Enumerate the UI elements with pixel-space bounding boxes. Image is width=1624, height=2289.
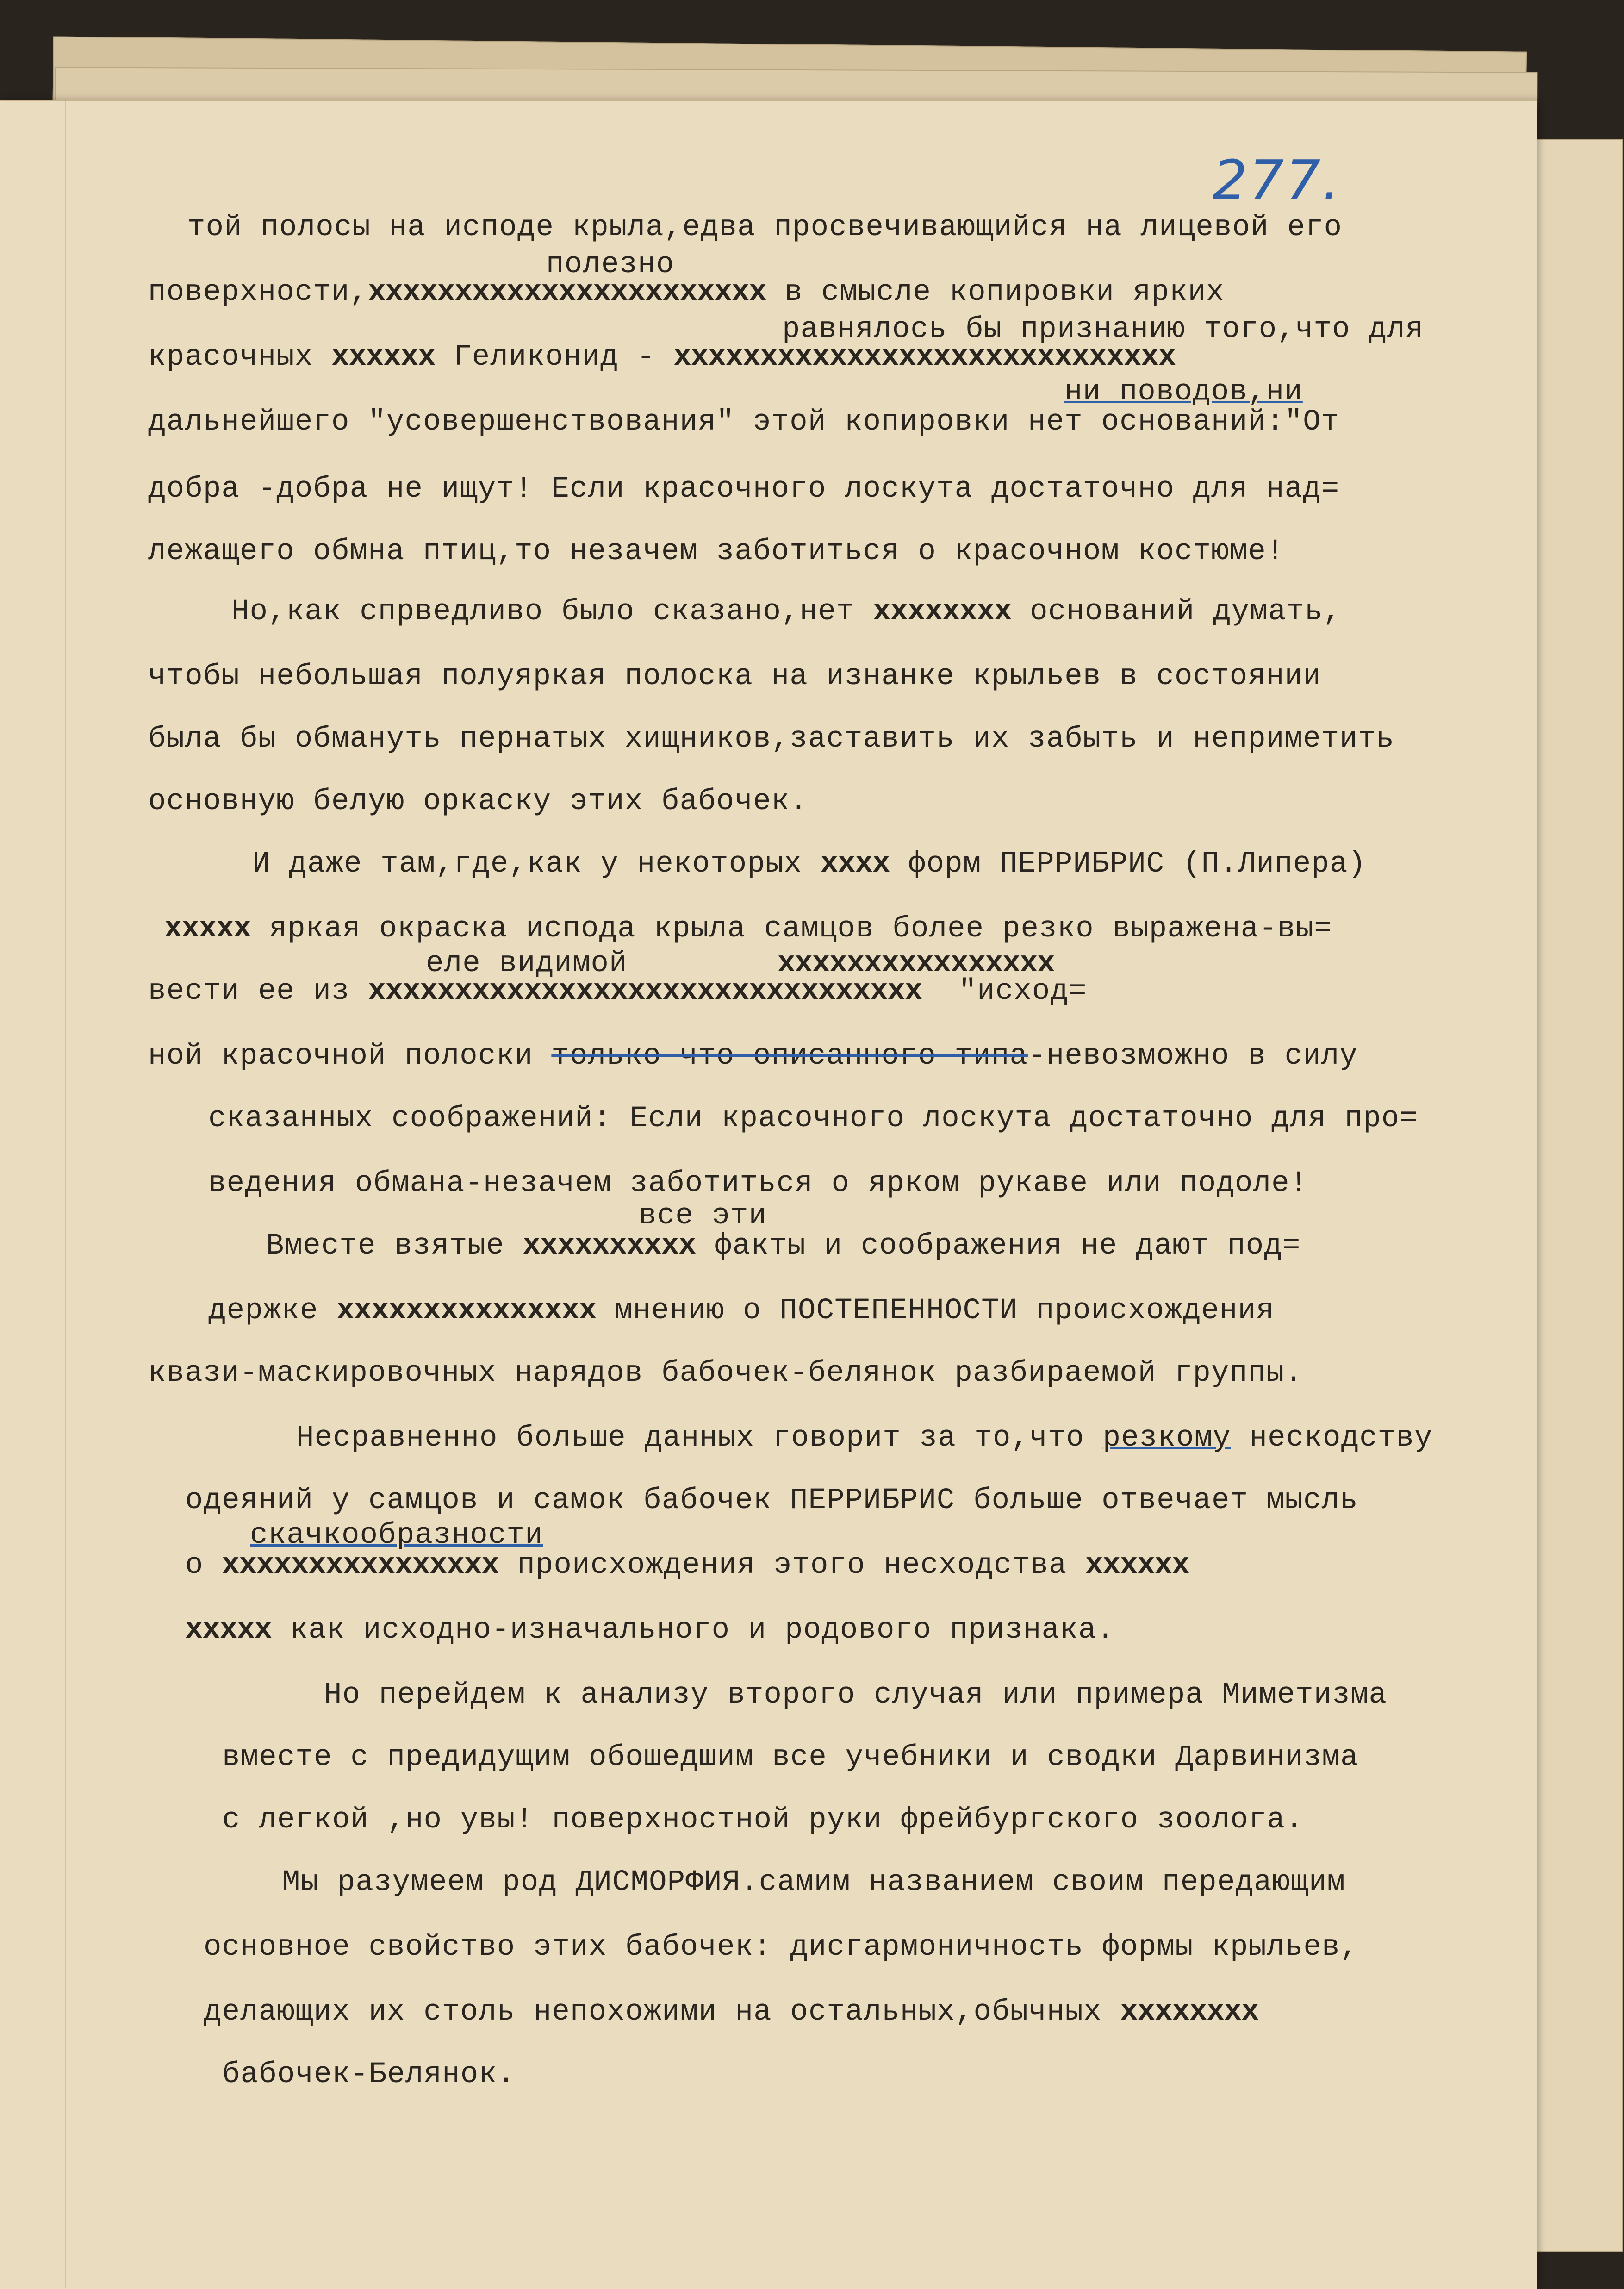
insertion-note: равнялось бы признанию того,что для xyxy=(782,313,1424,346)
text-line: держке ххххххххххххххх мнению о ПОСТЕПЕННОСТИ происхождения xyxy=(208,1294,1275,1328)
insertion-note: все эти xyxy=(639,1199,767,1233)
page-fold xyxy=(65,100,66,2288)
text-line: бабочек-Белянок. xyxy=(222,2058,516,2091)
text-line: одеяний у самцов и самок бабочек ПЕРРИБРИС больше отвечает мысль xyxy=(185,1484,1358,1517)
text-line: поверхности,ххххххххххххххххххххххх в смысле копировки ярких xyxy=(148,276,1225,309)
text-line: сказанных соображений: Если красочного лоскута достаточно для про= xyxy=(208,1102,1419,1135)
text-line: добра -добра не ищут! Если красочного лоскута достаточно для над= xyxy=(148,473,1340,506)
text-line: о хххххххххххххххх происхождения этого несходства хххххх xyxy=(185,1549,1189,1582)
insertion-note: полезно xyxy=(546,248,675,281)
text-line: Но,как спрведливо было сказано,нет хххххххх оснований думать, xyxy=(231,595,1342,629)
text-line: квази-маскировочных нарядов бабочек-белянок разбираемой группы. xyxy=(148,1357,1303,1390)
handwritten-insertion: скачкообразности xyxy=(250,1519,543,1552)
text-line: ххххх как исходно-изначального и родового признака. xyxy=(185,1614,1115,1647)
crossed-insertion: хххххххххххххххх xyxy=(778,947,1055,980)
insertion-note: еле видимой xyxy=(426,947,628,980)
text-line: ной красочной полоски только что описанного типа-невозможно в силу xyxy=(148,1040,1358,1073)
text-line: ведения обмана-незачем заботиться о ярком рукаве или подоле! xyxy=(208,1167,1308,1200)
text-line: дальнейшего "усовершенствования" этой копировки нет оснований:"От xyxy=(148,405,1340,439)
text-line: ххххх яркая окраска испода крыла самцов более резко выражена-вы= xyxy=(164,912,1332,946)
handwritten-insertion: ни поводов,ни xyxy=(1064,375,1303,409)
text-line: была бы обмануть пернатых хищников,заставить их забыть и неприметить xyxy=(148,723,1395,756)
text-line: основную белую оркаску этих бабочек. xyxy=(148,785,808,818)
text-line: делающих их столь непохожими на остальных,обычных хххххххх xyxy=(204,1996,1259,2029)
text-line: Несравненно больше данных говорит за то,что резкому нескодству xyxy=(296,1422,1433,1455)
text-line: той полосы на исподе крыла,едва просвечивающийся на лицевой его xyxy=(187,211,1343,244)
text-line: красочных хххххх Геликонид - ххххххххххххххххххххххххххххх xyxy=(148,341,1176,374)
text-line: И даже там,где,как у некоторых хххх форм ПЕРРИБРИС (П.Липера) xyxy=(252,848,1367,881)
text-line: вести ее из хххххххххххххххххххххххххххххххх "исход= xyxy=(148,975,1087,1008)
page-number: 277. xyxy=(1213,148,1342,212)
text-line: Вместе взятые хххххххххх факты и соображения не дают под= xyxy=(266,1229,1301,1263)
text-line: лежащего обмна птиц,то незачем заботиться о красочном костюме! xyxy=(148,535,1285,568)
text-line: Но перейдем к анализу второго случая или примера Миметизма xyxy=(324,1678,1388,1712)
text-line: основное свойство этих бабочек: дисгармоничность формы крыльев, xyxy=(204,1931,1359,1964)
text-line: с легкой ,но увы! поверхностной руки фрейбургского зоолога. xyxy=(222,1803,1304,1837)
text-line: Мы разумеем род ДИСМОРФИЯ.самим названием своим передающим xyxy=(282,1866,1346,1899)
text-line: вместе с предидущим обошедшим все учебники и сводки Дарвинизма xyxy=(222,1741,1359,1774)
text-line: чтобы небольшая полуяркая полоска на изнанке крыльев в состоянии xyxy=(148,660,1321,693)
